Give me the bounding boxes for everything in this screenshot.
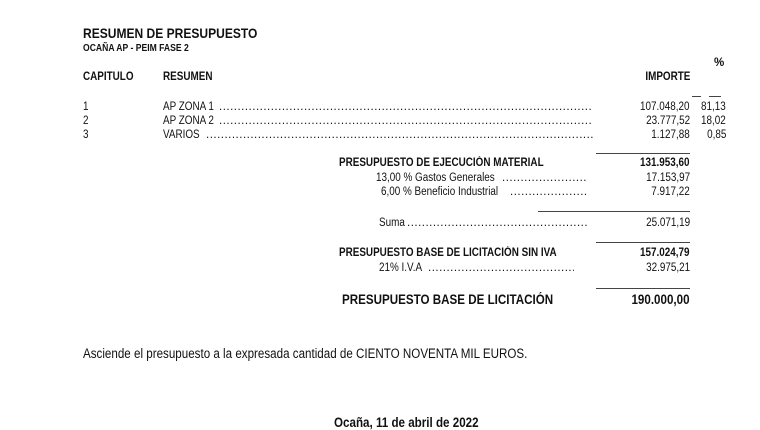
beneficio-industrial-value: 7.917,22 xyxy=(651,186,690,198)
chapter-percent: 81,13 xyxy=(701,101,726,113)
footer-place-date: Ocaña, 11 de abril de 2022 xyxy=(334,415,479,430)
pbl-sin-iva-value: 157.024,79 xyxy=(640,247,690,259)
dot-leader xyxy=(502,172,588,184)
budget-statement: Asciende el presupuesto a la expresada cantidad de CIENTO NOVENTA MIL EUROS. xyxy=(83,346,528,361)
chapter-name: VARIOS xyxy=(163,129,200,141)
chapter-percent: 18,02 xyxy=(701,115,726,127)
beneficio-industrial-label: 6,00 % Beneficio Industrial xyxy=(381,186,499,198)
gastos-generales-value: 17.153,97 xyxy=(645,172,690,184)
chapter-amount: 107.048,20 xyxy=(640,101,690,113)
pem-label: PRESUPUESTO DE EJECUCIÓN MATERIAL xyxy=(339,157,544,169)
column-header-percent: % xyxy=(714,57,725,69)
chapter-number: 3 xyxy=(83,129,89,141)
pbl-sin-iva-label: PRESUPUESTO BASE DE LICITACIÓN SIN IVA xyxy=(339,247,557,259)
final-separator xyxy=(596,288,690,289)
suma-value: 25.071,19 xyxy=(645,217,690,229)
dot-leader xyxy=(510,186,588,198)
chapter-name: AP ZONA 1 xyxy=(163,101,214,113)
iva-value: 32.975,21 xyxy=(645,262,690,274)
chapter-number: 1 xyxy=(83,101,89,113)
chapter-name: AP ZONA 2 xyxy=(163,115,214,127)
chapter-amount: 23.777,52 xyxy=(645,115,690,127)
dot-leader xyxy=(219,115,593,127)
chapter-percent: 0,85 xyxy=(706,129,726,141)
dot-leader xyxy=(219,101,593,113)
dot-leader xyxy=(206,129,593,141)
percent-underline-2 xyxy=(709,96,721,97)
pbl-separator xyxy=(596,242,690,243)
document-subtitle: OCAÑA AP - PEIM FASE 2 xyxy=(83,43,189,54)
column-header-capitulo: CAPITULO xyxy=(83,71,134,83)
percent-underline-1 xyxy=(692,96,701,97)
dot-leader xyxy=(407,217,588,229)
gastos-generales-label: 13,00 % Gastos Generales xyxy=(376,172,495,184)
dot-leader xyxy=(428,262,574,274)
suma-label: Suma xyxy=(379,217,405,229)
pem-separator xyxy=(596,153,690,154)
column-header-resumen: RESUMEN xyxy=(163,71,213,83)
suma-separator xyxy=(538,211,690,212)
column-header-importe: IMPORTE xyxy=(644,71,690,83)
pem-value: 131.953,60 xyxy=(640,157,690,169)
chapter-amount: 1.127,88 xyxy=(651,129,690,141)
chapter-number: 2 xyxy=(83,115,89,127)
final-total-label: PRESUPUESTO BASE DE LICITACIÓN xyxy=(342,292,554,307)
iva-label: 21% I.V.A xyxy=(379,262,423,274)
document-title: RESUMEN DE PRESUPUESTO xyxy=(83,25,258,41)
final-total-value: 190.000,00 xyxy=(631,292,690,307)
